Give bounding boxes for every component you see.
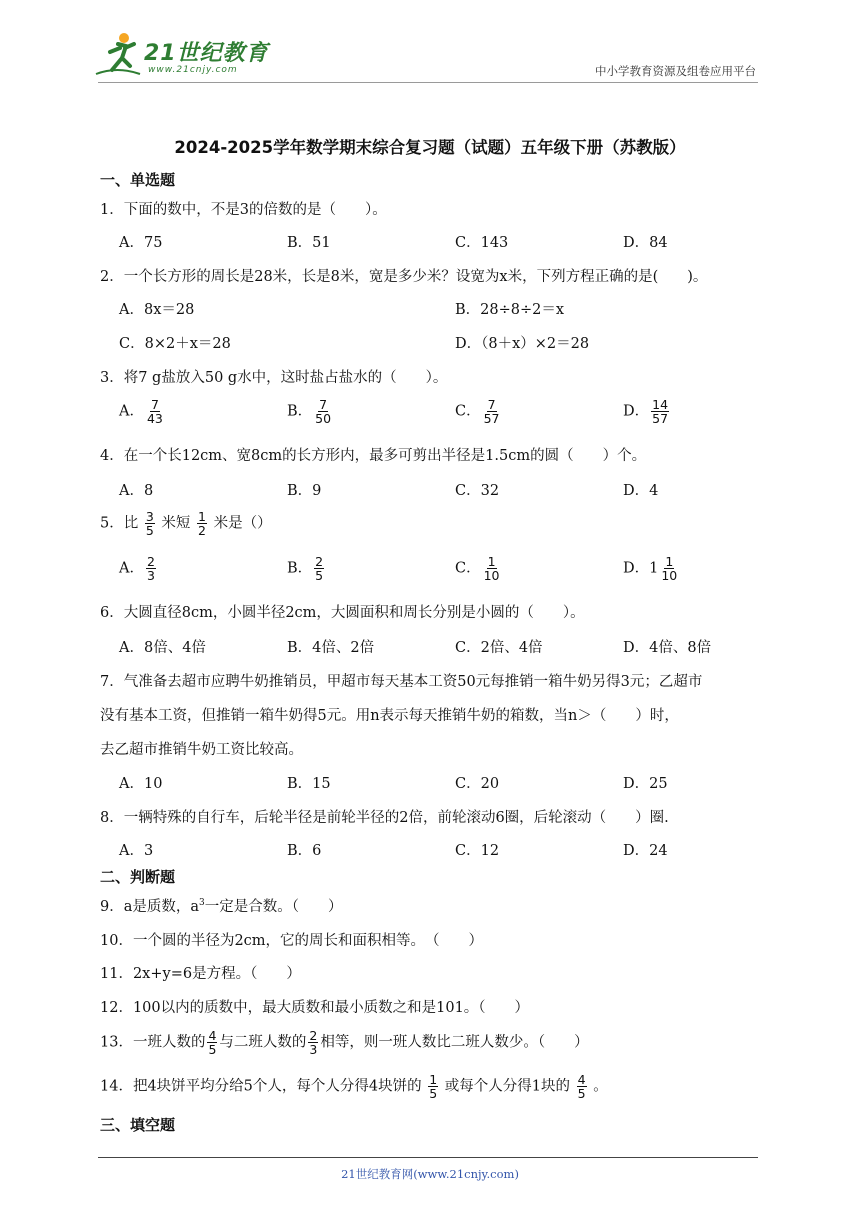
- question-4: 4．在一个长12cm、宽8cm的长方形内，最多可剪出半径是1.5cm的圆（ ）个。: [100, 448, 647, 464]
- q4-option-c: C．32: [455, 483, 500, 499]
- header-divider: [98, 82, 758, 83]
- section-heading-fill-in: 三、填空题: [100, 1116, 176, 1134]
- q7-option-a: A．10: [119, 776, 163, 792]
- logo-text: 21世纪教育: [144, 41, 269, 66]
- q8-option-d: D．24: [623, 843, 668, 859]
- q8-option-c: C．12: [455, 843, 500, 859]
- q6-option-d: D．4倍、8倍: [623, 640, 712, 656]
- question-1: 1．下面的数中，不是3的倍数的是（ ）。: [100, 202, 387, 218]
- q2-option-c: C．8×2＋x＝28: [119, 336, 231, 352]
- question-13: 13．一班人数的 $\frac{4}{5}$ 与二班人数的 $\frac{2}{3}$ 相等，则一班人数比二班人数少。（ ）: [100, 1028, 589, 1057]
- q6-option-a: A．8倍、4倍: [119, 640, 206, 656]
- q4-option-d: D．4: [623, 483, 659, 499]
- q1-option-b: B．51: [287, 235, 331, 251]
- q2-option-a: A．8x＝28: [119, 302, 195, 318]
- question-7-line-3: 去乙超市推销牛奶工资比较高。: [100, 742, 303, 758]
- question-14: 14．把4块饼平均分给5个人，每个人分得4块饼的 $\frac{1}{5}$ 或每个人分得1块的 $\frac{4}{5}$ 。: [100, 1072, 608, 1101]
- q1-option-d: D．84: [623, 235, 668, 251]
- q3-option-c: C． $\frac{7}{57}$: [455, 397, 500, 426]
- footer-link[interactable]: 21世纪教育网(www.21cnjy.com): [341, 1167, 519, 1181]
- q1-option-c: C．143: [455, 235, 509, 251]
- q4-option-a: A．8: [119, 483, 154, 499]
- question-12: 12．100以内的质数中，最大质数和最小质数之和是101。（ ）: [100, 1000, 530, 1016]
- question-10: 10．一个圆的半径为2cm，它的周长和面积相等。 （ ）: [100, 933, 484, 949]
- q2-option-b: B．28÷8÷2＝x: [455, 302, 565, 318]
- q8-option-b: B．6: [287, 843, 322, 859]
- question-3: 3．将7 g盐放入50 g水中，这时盐占盐水的（ ）。: [100, 370, 448, 386]
- q8-option-a: A．3: [119, 843, 154, 859]
- section-heading-true-false: 二、判断题: [100, 868, 176, 886]
- q3-option-b: B． $\frac{7}{50}$: [287, 397, 332, 426]
- question-7-line-2: 没有基本工资，但推销一箱牛奶得5元。用n表示每天推销牛奶的箱数，当n＞（ ）时，: [100, 708, 679, 724]
- page-title: 2024-2025学年数学期末综合复习题（试题）五年级下册（苏教版）: [174, 138, 686, 157]
- q5-option-a: A． $\frac{2}{3}$: [119, 554, 155, 583]
- q6-option-c: C．2倍、4倍: [455, 640, 543, 656]
- footer-divider: [98, 1157, 758, 1158]
- q7-option-c: C．20: [455, 776, 500, 792]
- logo-url: www.21cnjy.com: [148, 65, 238, 75]
- runner-logo-icon: [92, 30, 142, 78]
- section-heading-single-choice: 一、单选题: [100, 171, 176, 189]
- q5-option-b: B． $\frac{2}{5}$: [287, 554, 324, 583]
- q2-option-d: D．（8＋x）×2＝28: [455, 336, 590, 352]
- q3-option-a: A． $\frac{7}{43}$: [119, 397, 163, 426]
- header-platform-text: 中小学教育资源及组卷应用平台: [595, 64, 756, 78]
- question-8: 8．一辆特殊的自行车，后轮半径是前轮半径的2倍，前轮滚动6圈，后轮滚动（ ）圈.: [100, 810, 669, 826]
- logo: [92, 30, 267, 80]
- q7-option-d: D．25: [623, 776, 668, 792]
- q5-option-d: D．1 $\frac{1}{10}$: [623, 554, 678, 583]
- q5-option-c: C． $\frac{1}{10}$: [455, 554, 500, 583]
- question-6: 6．大圆直径8cm，小圆半径2cm，大圆面积和周长分别是小圆的（ ）。: [100, 605, 585, 621]
- q3-option-d: D． $\frac{14}{57}$: [623, 397, 669, 426]
- question-9: 9．a是质数，$a^3$一定是合数。（ ）: [100, 898, 343, 915]
- question-11: 11．2x+y=6是方程。（ ）: [100, 966, 301, 982]
- question-2: 2．一个长方形的周长是28米，长是8米，宽是多少米？设宽为x米，下列方程正确的是( )。: [100, 269, 708, 285]
- question-7-line-1: 7．气准备去超市应聘牛奶推销员，甲超市每天基本工资50元每推销一箱牛奶另得3元；乙超市: [100, 674, 703, 690]
- q4-option-b: B．9: [287, 483, 322, 499]
- q1-option-a: A．75: [119, 235, 163, 251]
- q6-option-b: B．4倍、2倍: [287, 640, 375, 656]
- question-5: 5．比 $\frac{3}{5}$ 米短 $\frac{1}{2}$ 米是（）: [100, 509, 272, 538]
- q7-option-b: B．15: [287, 776, 331, 792]
